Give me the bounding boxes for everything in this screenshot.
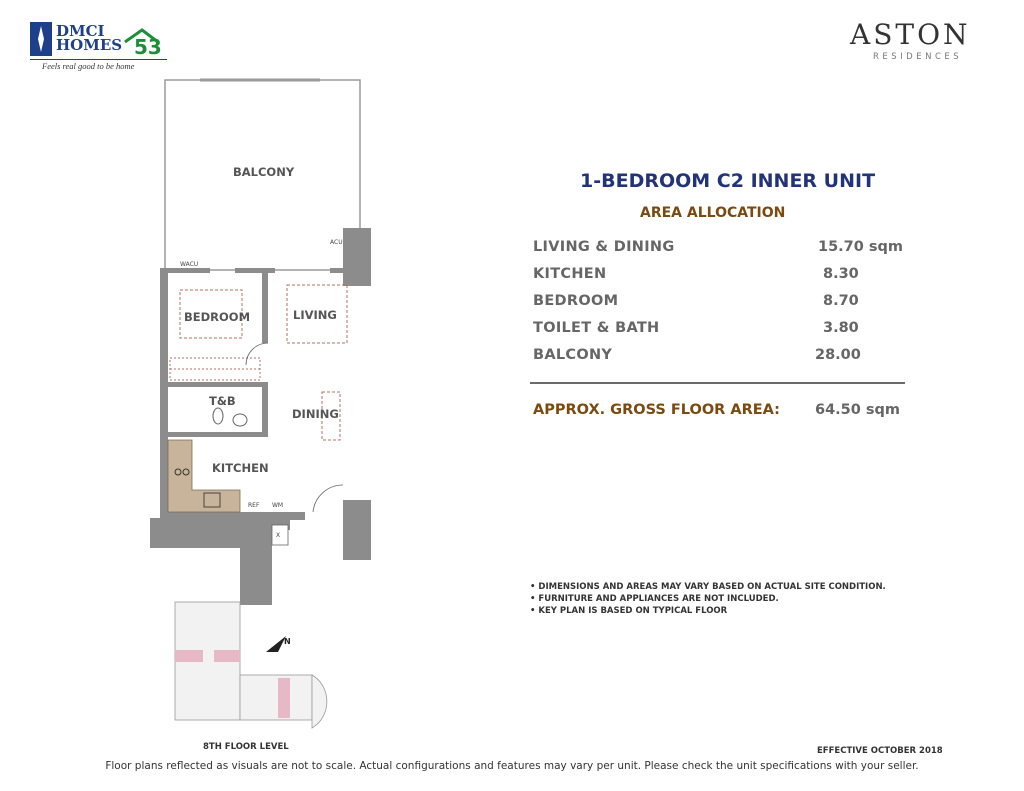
unit-floor-plan bbox=[145, 75, 385, 610]
bedroom-label: BEDROOM bbox=[184, 310, 251, 324]
wacu-label: WACU bbox=[180, 261, 199, 268]
dining-label: DINING bbox=[292, 407, 339, 421]
brand-name: ASTON bbox=[850, 18, 971, 51]
column-lower bbox=[343, 500, 371, 560]
north-label: N bbox=[284, 637, 291, 646]
effective-date: EFFECTIVE OCTOBER 2018 bbox=[817, 746, 943, 756]
kitchen-label: KITCHEN bbox=[212, 461, 269, 475]
developer-name: DMCI HOMES bbox=[56, 22, 123, 54]
ref-label: REF bbox=[248, 502, 260, 509]
room-label: BALCONY bbox=[533, 347, 613, 363]
gross-floor-area-value: 64.50 sqm bbox=[815, 402, 901, 418]
note-item: • FURNITURE AND APPLIANCES ARE NOT INCLUDED. bbox=[530, 594, 779, 604]
left-wall bbox=[160, 268, 168, 518]
north-arrow-icon bbox=[266, 636, 286, 652]
room-label: LIVING & DINING bbox=[533, 239, 675, 255]
room-value: 28.00 bbox=[815, 347, 861, 363]
column-upper bbox=[343, 228, 371, 286]
acu-label: ACU bbox=[330, 239, 343, 246]
living-label: LIVING bbox=[293, 308, 337, 322]
key-plan-unit-highlight bbox=[175, 650, 203, 662]
key-plan bbox=[170, 598, 345, 738]
x-label: X bbox=[276, 532, 281, 539]
area-allocation-heading: AREA ALLOCATION bbox=[640, 205, 786, 221]
room-value: 8.30 bbox=[823, 266, 859, 282]
logo-divider bbox=[30, 59, 167, 60]
unit-title: 1-BEDROOM C2 INNER UNIT bbox=[580, 170, 876, 192]
developer-tagline: Feels real good to be home bbox=[42, 61, 135, 71]
structural-wall bbox=[150, 518, 290, 605]
tb-label: T&B bbox=[209, 394, 236, 408]
gross-floor-area-label: APPROX. GROSS FLOOR AREA: bbox=[533, 402, 780, 418]
note-item: • KEY PLAN IS BASED ON TYPICAL FLOOR bbox=[530, 606, 728, 616]
room-value: 8.70 bbox=[823, 293, 859, 309]
disclaimer: Floor plans reflected as visuals are not to scale. Actual configurations and features may vary per unit. Please check the unit specifications with your seller. bbox=[105, 760, 919, 772]
svg-text:53: 53 bbox=[134, 35, 162, 59]
room-label: KITCHEN bbox=[533, 266, 607, 282]
room-value: 3.80 bbox=[823, 320, 859, 336]
divider bbox=[530, 382, 905, 384]
key-plan-caption: 8TH FLOOR LEVEL bbox=[203, 742, 289, 752]
room-label: BEDROOM bbox=[533, 293, 619, 309]
room-label: TOILET & BATH bbox=[533, 320, 660, 336]
note-item: • DIMENSIONS AND AREAS MAY VARY BASED ON ACTUAL SITE CONDITION. bbox=[530, 582, 886, 592]
room-value: 15.70 sqm bbox=[818, 239, 904, 255]
balcony-label: BALCONY bbox=[233, 165, 295, 179]
brand-subtitle: RESIDENCES bbox=[873, 52, 963, 62]
wm-label: WM bbox=[272, 502, 284, 509]
